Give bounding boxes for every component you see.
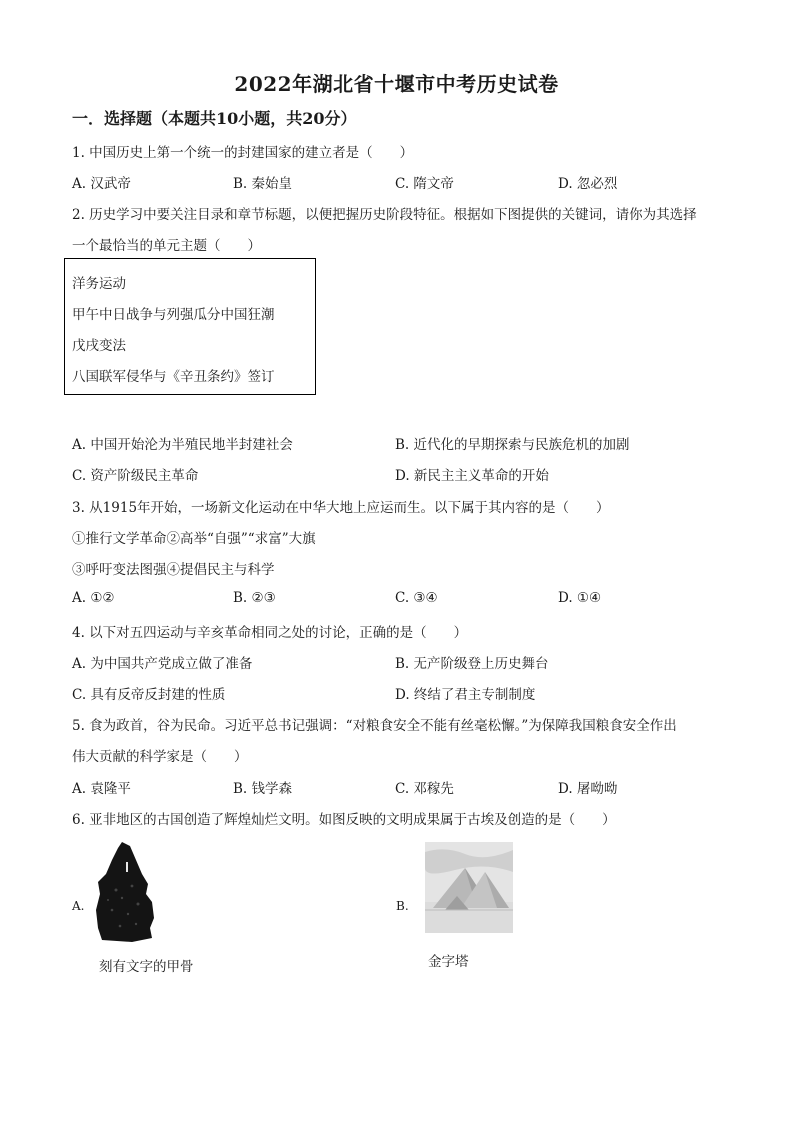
keyword-item: 八国联军侵华与《辛丑条约》签订 bbox=[72, 369, 275, 385]
keyword-box bbox=[64, 258, 316, 395]
question-6-option-b-caption: 金字塔 bbox=[428, 954, 469, 970]
question-2-option-d: D. 新民主主义革命的开始 bbox=[395, 468, 549, 484]
question-2-stem-line-1: 2. 历史学习中要关注目录和章节标题，以便把握历史阶段特征。根据如下图提供的关键词，请你为其选择 bbox=[72, 207, 697, 223]
question-2-option-c: C. 资产阶级民主革命 bbox=[72, 468, 199, 484]
question-5-option-a: A. 袁隆平 bbox=[72, 781, 131, 797]
question-6-option-a-caption: 刻有文字的甲骨 bbox=[99, 959, 194, 975]
question-2-option-a: A. 中国开始沦为半殖民地半封建社会 bbox=[72, 437, 293, 453]
oracle-bone-image bbox=[92, 840, 160, 942]
question-4-stem: 4. 以下对五四运动与辛亥革命相同之处的讨论，正确的是（ ） bbox=[72, 625, 468, 641]
question-1-option-a: A. 汉武帝 bbox=[72, 176, 131, 192]
question-1-option-d: D. 忽必烈 bbox=[558, 176, 618, 192]
question-1-option-b: B. 秦始皇 bbox=[233, 176, 293, 192]
question-5-option-b: B. 钱学森 bbox=[233, 781, 293, 797]
question-3-item-line-1: ①推行文学革命②高举“自强”“求富”大旗 bbox=[72, 531, 316, 547]
keyword-item: 戊戌变法 bbox=[72, 338, 126, 354]
question-5-option-c: C. 邓稼先 bbox=[395, 781, 454, 797]
question-5-option-d: D. 屠呦呦 bbox=[558, 781, 618, 797]
question-2-stem-line-2: 一个最恰当的单元主题（ ） bbox=[72, 238, 261, 254]
page-title: 2022年湖北省十堰市中考历史试卷 bbox=[234, 72, 559, 96]
question-1-option-c: C. 隋文帝 bbox=[395, 176, 454, 192]
question-3-option-d: D. ①④ bbox=[558, 590, 602, 606]
question-6-option-b-label: B. bbox=[396, 899, 409, 913]
question-4-option-c: C. 具有反帝反封建的性质 bbox=[72, 687, 226, 703]
question-3-stem: 3. 从1915年开始，一场新文化运动在中华大地上应运而生。以下属于其内容的是（ ） bbox=[72, 500, 610, 516]
question-3-option-b: B. ②③ bbox=[233, 590, 276, 606]
section-heading: 一．选择题（本题共10小题，共20分） bbox=[72, 109, 357, 128]
question-5-stem-line-1: 5. 食为政首，谷为民命。习近平总书记强调：“对粮食安全不能有丝毫松懈。”为保障我国粮食安全作出 bbox=[72, 718, 677, 734]
keyword-item: 洋务运动 bbox=[72, 276, 126, 292]
question-4-option-a: A. 为中国共产党成立做了准备 bbox=[72, 656, 253, 672]
question-3-option-c: C. ③④ bbox=[395, 590, 438, 606]
question-2-option-b: B. 近代化的早期探索与民族危机的加剧 bbox=[395, 437, 630, 453]
question-3-item-line-2: ③呼吁变法图强④提倡民主与科学 bbox=[72, 562, 275, 578]
question-4-option-d: D. 终结了君主专制制度 bbox=[395, 687, 536, 703]
question-5-stem-line-2: 伟大贡献的科学家是（ ） bbox=[72, 749, 248, 765]
question-1-stem: 1. 中国历史上第一个统一的封建国家的建立者是（ ） bbox=[72, 145, 414, 161]
question-3-option-a: A. ①② bbox=[72, 590, 115, 606]
question-6-option-a-label: A. bbox=[72, 899, 85, 913]
keyword-item: 甲午中日战争与列强瓜分中国狂潮 bbox=[72, 307, 275, 323]
question-4-option-b: B. 无产阶级登上历史舞台 bbox=[395, 656, 549, 672]
pyramid-image bbox=[425, 842, 513, 933]
question-6-stem: 6. 亚非地区的古国创造了辉煌灿烂文明。如图反映的文明成果属于古埃及创造的是（ ） bbox=[72, 812, 616, 828]
